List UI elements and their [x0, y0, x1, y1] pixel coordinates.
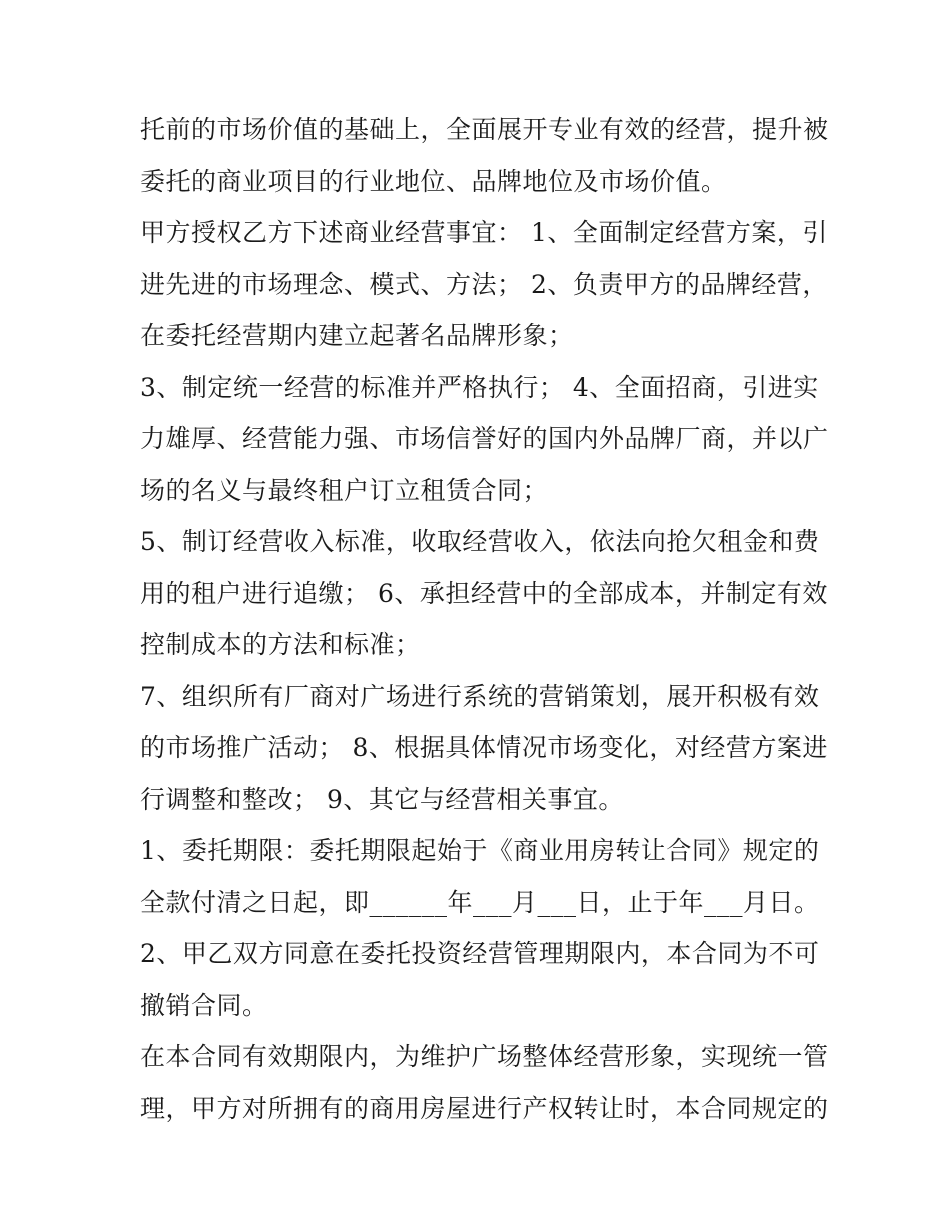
document-body: [140, 104, 829, 1134]
text-line: 在本合同有效期限内，为维护广场整体经营形象，实现统一管: [140, 1042, 829, 1071]
text-line: 场的名义与最终租户订立租赁合同；: [140, 475, 549, 505]
text-line: 全款付清之日起，即______年___月___日，止于年___月日。: [140, 887, 820, 917]
text-line: 委托的商业项目的行业地位、品牌地位及市场价值。: [140, 166, 727, 196]
text-line: 的市场推广活动； 8、根据具体情况市场变化，对经营方案进: [140, 733, 828, 762]
text-line: 力雄厚、经营能力强、市场信誉好的国内外品牌厂商，并以广: [140, 424, 829, 453]
text-line: 7、组织所有厂商对广场进行系统的营销策划，展开积极有效: [140, 681, 820, 711]
text-line: 2、甲乙双方同意在委托投资经营管理期限内，本合同为不可: [140, 939, 820, 968]
text-line: 控制成本的方法和标准；: [140, 630, 421, 659]
text-line: 托前的市场价值的基础上，全面展开专业有效的经营，提升被: [140, 115, 829, 144]
text-line: 行调整和整改； 9、其它与经营相关事宜。: [140, 784, 624, 814]
text-line: 3、制定统一经营的标准并严格执行； 4、全面招商，引进实: [140, 372, 819, 402]
text-line: 在委托经营期内建立起著名品牌形象；: [140, 321, 574, 350]
text-line: 甲方授权乙方下述商业经营事宜： 1、全面制定经营方案，引: [140, 218, 828, 247]
text-line: 进先进的市场理念、模式、方法； 2、负责甲方的品牌经营，: [140, 269, 828, 299]
text-line: 用的租户进行追缴； 6、承担经营中的全部成本，并制定有效: [140, 578, 828, 608]
text-line: 5、制订经营收入标准，收取经营收入，依法向抢欠租金和费: [140, 527, 820, 556]
text-line: 1、委托期限：委托期限起始于《商业用房转让合同》规定的: [140, 836, 820, 865]
text-line: 理，甲方对所拥有的商用房屋进行产权转让时，本合同规定的: [140, 1093, 829, 1123]
text-line: 撤销合同。: [140, 990, 268, 1020]
